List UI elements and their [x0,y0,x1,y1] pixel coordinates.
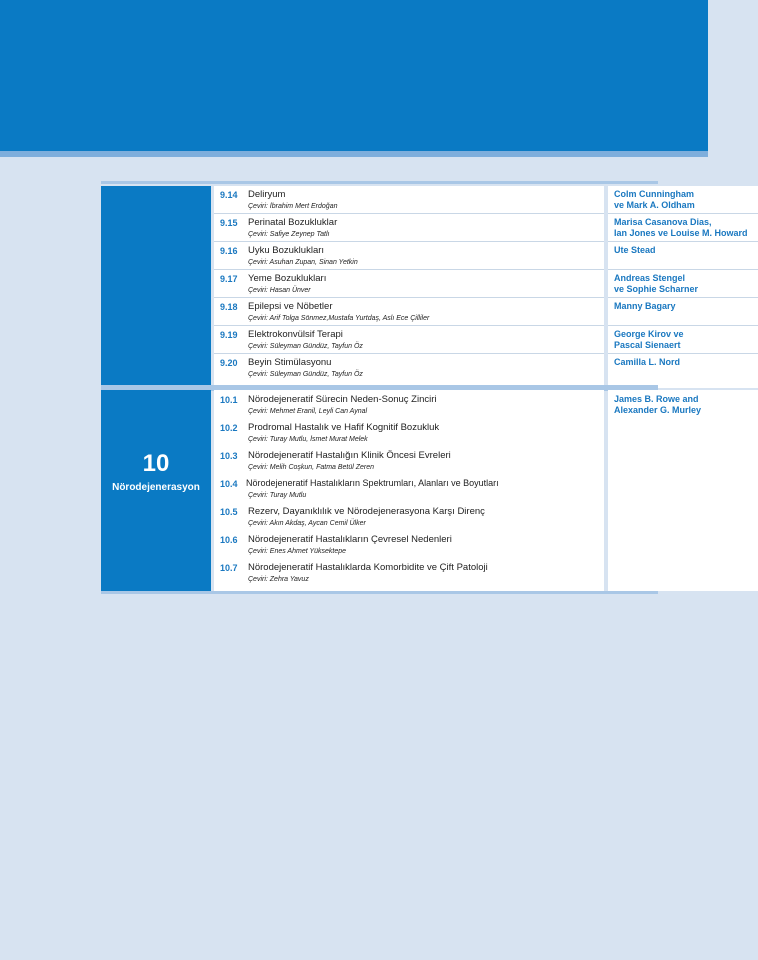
topic-title: Rezerv, Dayanıklılık ve Nörodejenerasyona Karşı Direnç [248,506,485,517]
topic-number: 10.2 [220,423,238,433]
author-entry: James B. Rowe and Alexander G. Murley [614,394,702,415]
topic-title: Epilepsi ve Nöbetler [248,301,333,312]
topic-title: Nörodejeneratif Hastalıklarda Komorbidite ve Çift Patoloji [248,562,488,573]
section-9-number-column [101,186,211,388]
topic-title: Nörodejeneratif Hastalığın Klinik Öncesi Evreleri [248,450,451,461]
topic-9-14 [214,186,604,214]
topic-title: Yeme Bozuklukları [248,273,327,284]
topic-number: 9.14 [220,190,238,200]
author-entry: Camilla L. Nord [614,357,681,367]
topic-title: Perinatal Bozukluklar [248,217,338,228]
topic-number: 9.15 [220,218,238,228]
topic-9-17 [214,270,604,298]
topic-9-16 [214,242,604,270]
header-strip [0,151,708,157]
topic-number: 9.20 [220,358,238,368]
topic-number: 10.6 [220,535,238,545]
topic-translator: Çeviri: Zehra Yavuz [248,576,309,583]
topic-10-1 [214,391,604,419]
section-10-topics [214,390,604,591]
topic-translator: Çeviri: Melih Coşkun, Fatma Betül Zeren [248,464,375,471]
topic-title: Nörodejeneratif Hastalıkların Spektrumları, Alanları ve Boyutları [246,478,499,488]
topic-translator: Çeviri: Turay Mutlu [248,492,307,499]
topic-10-7 [214,559,604,587]
author-entry: Andreas Stengel ve Sophie Scharner [608,270,758,298]
author-entry: Colm Cunningham ve Mark A. Oldham [608,186,758,214]
section-9-authors [608,186,758,388]
topic-translator: Çeviri: Enes Ahmet Yüksektepe [248,548,347,555]
topic-translator: Çeviri: Arif Tolga Sönmez,Mustafa Yurtdaş, Aslı Ece Çilliler [248,315,430,322]
topic-title: Uyku Bozuklukları [248,245,325,256]
topic-title: Nörodejeneratif Sürecin Neden-Sonuç Zinciri [248,394,437,405]
topic-translator: Çeviri: Turay Mutlu, İsmet Murat Melek [248,436,368,443]
author-entry: Marisa Casanova Dias, Ian Jones ve Louise M. Howard [608,214,758,242]
topic-number: 10.5 [220,507,238,517]
topic-number: 9.19 [220,330,238,340]
topic-number: 10.3 [220,451,238,461]
topic-translator: Çeviri: Hasan Ünver [248,287,311,294]
topic-translator: Çeviri: İbrahim Mert Erdoğan [248,203,338,210]
topic-number: 10.4 [220,479,238,489]
chapter-title: Nörodejenerasyon [112,482,200,493]
topic-translator: Çeviri: Süleyman Gündüz, Tayfun Öz [248,371,363,378]
topic-10-4 [214,475,604,503]
section-10-number-column [101,390,211,591]
topic-9-20 [214,354,604,382]
author-entry: George Kirov ve Pascal Sienaert [608,326,758,354]
topic-number: 9.17 [220,274,238,284]
author-entry: Manny Bagary [608,298,758,326]
topic-number: 10.1 [220,395,238,405]
topic-title: Deliryum [248,189,286,200]
topic-9-15 [214,214,604,242]
topic-number: 9.18 [220,302,238,312]
topic-translator: Çeviri: Asuhan Zupan, Sinan Yetkin [248,259,358,266]
topic-translator: Çeviri: Mehmet Eranil, Leyli Can Aynal [248,408,368,415]
topic-number: 10.7 [220,563,238,573]
topic-10-6 [214,531,604,559]
section-9-block [101,181,748,391]
topic-10-3 [214,447,604,475]
topic-9-18 [214,298,604,326]
section-9-topics [214,186,604,388]
section-10-block [101,385,702,594]
topic-number: 9.16 [220,246,238,256]
topic-translator: Çeviri: Süleyman Gündüz, Tayfun Öz [248,343,363,350]
topic-translator: Çeviri: Safiye Zeynep Tatlı [248,231,330,238]
author-entry: Ute Stead [608,242,758,270]
topic-translator: Çeviri: Akın Akdaş, Aycan Cemil Ülker [248,520,366,527]
topic-10-2 [214,419,604,447]
header-band [0,0,708,151]
topic-title: Prodromal Hastalık ve Hafif Kognitif Bozukluk [248,422,440,433]
topic-9-19 [214,326,604,354]
chapter-number: 10 [142,450,170,477]
topic-title: Nörodejeneratif Hastalıkların Çevresel Nedenleri [248,534,452,545]
topic-title: Elektrokonvülsif Terapi [248,329,343,340]
section-10-authors [608,390,758,591]
topic-10-5 [214,503,604,531]
topic-title: Beyin Stimülasyonu [248,357,332,368]
